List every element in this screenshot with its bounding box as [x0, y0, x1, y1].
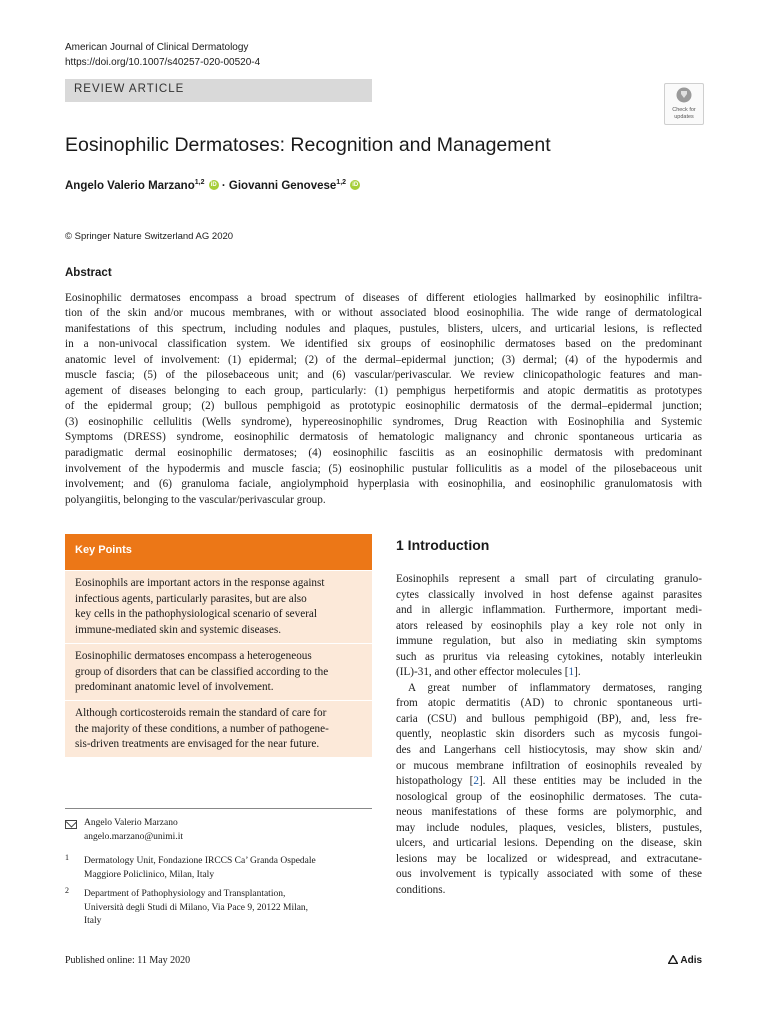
key-point-item — [65, 644, 372, 700]
abstract-line: tion of the skin and/or mucous membranes, with or without associated blood eosinophilia. The wide range of dermatological — [65, 307, 702, 320]
body-line — [396, 774, 702, 790]
corresponding-author — [84, 817, 183, 844]
publisher-logo — [668, 955, 702, 966]
abstract-heading: Abstract — [65, 267, 112, 279]
key-point-line: sis-driven treatments are envisaged for the near future. — [75, 738, 320, 750]
affiliation-1 — [84, 855, 316, 882]
affiliation-line: Italy — [84, 916, 102, 926]
key-point-line: Although corticosteroids remain the standard of care for — [75, 707, 327, 719]
affiliation-line: Università degli Studi di Milano, Via Pace 9, 20122 Milan, — [84, 902, 309, 913]
body-line: caria (CSU) and bullous pemphigoid (BP), and, less fre- — [396, 712, 702, 725]
journal-header — [65, 40, 260, 70]
key-point-line: the majority of these conditions, a number of pathogene- — [75, 722, 329, 735]
orcid-icon[interactable]: iD — [210, 181, 217, 188]
affiliation-mark: 2 — [65, 886, 69, 895]
doi-link[interactable]: https://doi.org/10.1007/s40257-020-00520-4 — [65, 57, 261, 68]
abstract-line: (3) eosinophilic cellulitis (Wells syndrome), hypereosinophilic syndromes, Drug Reaction with Eosinophilia and Systemic — [65, 415, 702, 428]
abstract-line: agement of diseases belonging to each group, particularly: (1) pemphigus herpetiformis and atopic dermatitis as prototypes — [65, 384, 702, 397]
body-line — [396, 665, 702, 681]
author-name[interactable]: Angelo Valerio Marzano — [65, 179, 195, 192]
body-line: ous involvement is typically associated with some of these — [396, 868, 702, 881]
abstract-line: manifestations of this spectrum, including nodules and plaques, pustules, blisters, ulcers, and urticarial lesions, is reflected — [65, 322, 702, 335]
contact-name: Angelo Valerio Marzano — [84, 818, 178, 828]
article-type-banner — [65, 79, 372, 102]
abstract-line: involvement of the hypodermis and muscle fascia; (5) eosinophilic pustular folliculitis as a model of the pilosebaceous unit — [65, 462, 702, 475]
envelope-icon — [65, 820, 77, 829]
introduction-text — [396, 572, 702, 898]
reference-link[interactable]: 2 — [473, 775, 479, 788]
body-line: such as pruritus via releasing cytokines, notably interleukin — [396, 650, 702, 663]
abstract-line: Eosinophilic dermatoses encompass a broad spectrum of diseases of different etiologies hallmarked by eosinophilic infiltra- — [65, 291, 702, 304]
body-text: ]. All these entities may be included in the — [478, 775, 702, 788]
key-point-line: key cells in the pathophysiological scenario of several — [75, 608, 318, 620]
abstract-line: polyangiitis, belonging to the vascular/perivascular group. — [65, 493, 326, 506]
affiliation-line: Maggiore Policlinico, Milan, Italy — [84, 869, 215, 880]
body-line: from atopic dermatitis (AD) to chronic spontaneous urti- — [396, 697, 702, 710]
key-points-header — [65, 534, 372, 570]
affiliation-line: Department of Pathophysiology and Transplantation, — [84, 889, 286, 899]
body-line: immune regulation, but also in mediating skin symptoms — [396, 635, 702, 648]
body-line: lesions may be localized or widespread, and extracutane- — [396, 852, 702, 865]
author-separator: · — [221, 179, 226, 192]
reference-link[interactable]: 1 — [568, 666, 575, 679]
badge-line-1: Check for — [672, 107, 696, 113]
key-point-line: infectious agents, particularly parasites, but are also — [75, 592, 307, 605]
abstract-line: muscle fascia; (5) of the pilosebaceous unit; and (6) vascular/perivascular. We review clinicopathologic features and man- — [65, 369, 702, 382]
affiliation-line: Dermatology Unit, Fondazione IRCCS Ca’ Granda Ospedale — [84, 856, 316, 866]
published-date: Published online: 11 May 2020 — [65, 955, 191, 966]
key-point-line: Eosinophilic dermatoses encompass a heterogeneous — [75, 650, 312, 662]
key-points-heading: Key Points — [75, 544, 132, 556]
abstract-line: in a non-univocal classification system. We identified six groups of eosinophilic dermatoses based on the predominant — [65, 338, 702, 351]
author-affiliation: 1,2 — [194, 179, 205, 186]
article-title: Eosinophilic Dermatoses: Recognition and Management — [65, 134, 551, 156]
body-line: may include nodules, plaques, vesicles, blisters, pustules, — [396, 821, 702, 834]
author-list — [65, 179, 360, 192]
journal-name: American Journal of Clinical Dermatology — [65, 42, 249, 53]
body-line: Eosinophils represent a small part of circulating granulo- — [396, 573, 702, 585]
body-text: histopathology [ — [396, 775, 474, 788]
abstract-line: involvement; and (6) granuloma faciale, angiolymphoid hyperplasia with eosinophilia, and eosinophilic granulomatosis with — [65, 478, 702, 491]
abstract-line: of the epidermal group; (2) bullous pemphigoid as prototypic eosinophilic dermatosis of the dermal–epidermal junction; — [65, 400, 702, 413]
key-point-line: predominant anatomic level of involvement. — [75, 681, 274, 693]
affiliation-mark: 1 — [65, 853, 69, 862]
body-line: des and Langerhans cell histiocytosis, may show skin and/ — [396, 744, 702, 757]
body-text: ]. — [574, 666, 581, 679]
adis-triangle-icon — [668, 955, 678, 964]
key-point-item — [65, 701, 372, 757]
section-heading-introduction: 1 Introduction — [396, 537, 490, 553]
affiliation-2 — [84, 888, 308, 929]
key-point-line: immune-mediated skin and systemic diseases. — [75, 623, 281, 636]
key-point-line: group of disorders that can be classified according to the — [75, 665, 329, 678]
article-type-label: REVIEW ARTICLE — [74, 83, 185, 95]
abstract-line: anatomic level of involvement: (1) epidermal; (2) of the dermal–epidermal junction; (3) dermal; (4) of the hypodermis and — [65, 353, 702, 366]
orcid-icon[interactable]: iD — [352, 181, 359, 188]
body-line: and in allergic inflammation. Furthermore, important medi- — [396, 604, 702, 617]
body-line: cytes classically involved in host defense against parasites — [396, 588, 702, 601]
body-line: or mucous membrane infiltration of eosinophils revealed by — [396, 759, 702, 772]
author-affiliation: 1,2 — [336, 179, 347, 186]
abstract-line: Symptoms (DRESS) syndrome, eosinophilic dermatosis of hematologic malignancy and chronic spontaneous urticaria as — [65, 431, 702, 444]
body-line: nosological group of the eosinophilic dermatoses. The cuta- — [396, 790, 702, 803]
check-updates-icon — [676, 87, 692, 103]
footnote-divider — [65, 808, 372, 809]
body-line: conditions. — [396, 883, 446, 896]
author-name[interactable]: Giovanni Genovese — [228, 179, 337, 192]
contact-email[interactable]: angelo.marzano@unimi.it — [84, 831, 183, 842]
body-line: quently, neoplastic skin disorders such as mycosis fungoi- — [396, 728, 702, 741]
copyright-notice: © Springer Nature Switzerland AG 2020 — [65, 231, 234, 242]
abstract-text — [65, 275, 702, 508]
body-line: A great number of inflammatory dermatoses, ranging — [408, 681, 702, 694]
body-text: (IL)-31, and other effector molecules [ — [396, 666, 569, 679]
key-point-line: Eosinophils are important actors in the response against — [75, 577, 325, 589]
check-for-updates-badge[interactable] — [664, 83, 704, 125]
body-line: neous manifestations of these forms are polymorphic, and — [396, 806, 702, 819]
body-line: ators released by eosinophils play a key role not only in — [396, 619, 702, 632]
body-line: ulcers, and urticarial lesions. Depending on the disease, skin — [396, 837, 702, 850]
key-point-item — [65, 571, 372, 643]
badge-line-2: updates — [674, 114, 694, 120]
abstract-line: paradigmatic dermal eosinophilic dermatoses; (4) eosinophilic fasciitis as an eosinophilic dermatosis with predominant — [65, 447, 702, 460]
publisher-name: Adis — [680, 955, 703, 966]
